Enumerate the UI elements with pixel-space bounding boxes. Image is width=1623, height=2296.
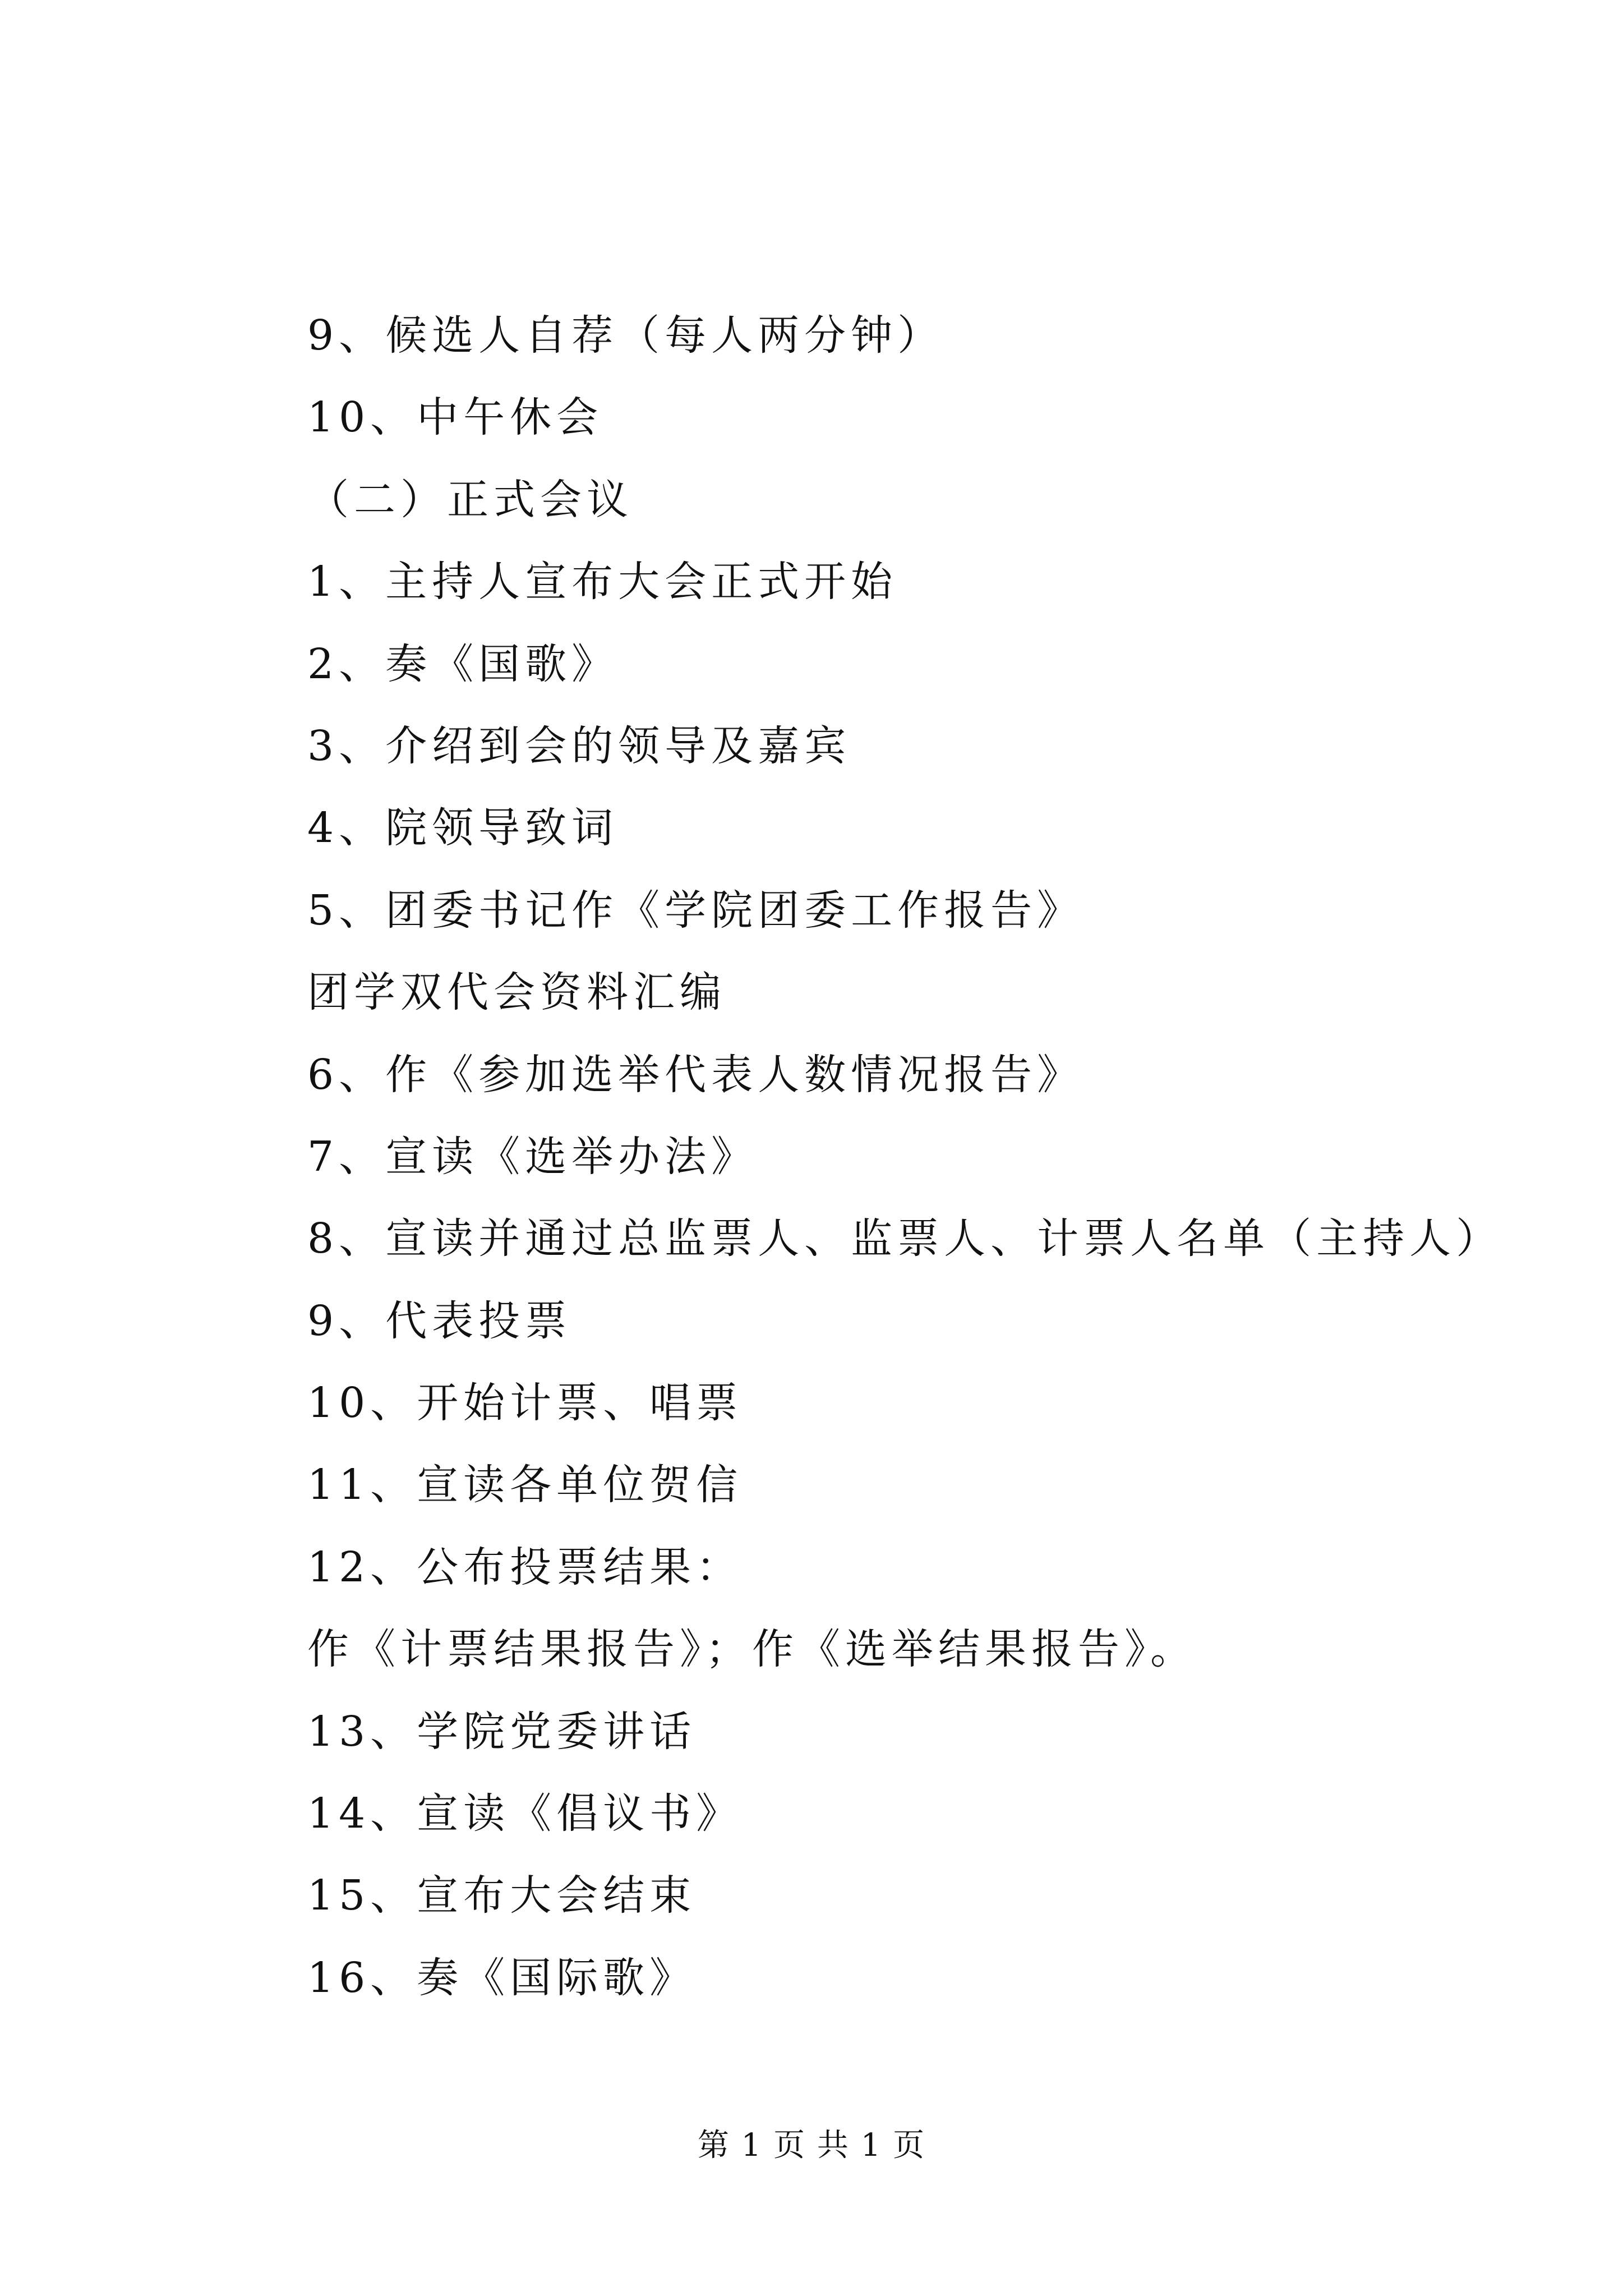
agenda-item: 1、主持人宣布大会正式开始: [307, 558, 898, 606]
agenda-item: 13、学院党委讲话: [307, 1707, 697, 1756]
agenda-item: 10、中午休会: [307, 393, 603, 442]
document-body: [307, 307, 1569, 2032]
agenda-item-detail: 作《计票结果报告》；作《选举结果报告》。: [307, 1625, 1197, 1674]
agenda-item: 15、宣布大会结束: [307, 1871, 697, 1920]
agenda-item: 4、院领导致词: [307, 804, 619, 853]
section-heading: （二）正式会议: [307, 475, 633, 524]
agenda-item: 3、介绍到会的领导及嘉宾: [307, 721, 851, 770]
page-number-footer: 第 1 页 共 1 页: [697, 2127, 926, 2164]
agenda-item: 9、代表投票: [307, 1296, 572, 1345]
agenda-item: 14、宣读《倡议书》: [307, 1789, 743, 1838]
agenda-item: 2、奏《国歌》: [307, 639, 619, 688]
agenda-item: 6、作《参加选举代表人数情况报告》: [307, 1050, 1084, 1099]
agenda-item: 12、公布投票结果：: [307, 1543, 743, 1591]
agenda-item: 5、团委书记作《学院团委工作报告》: [307, 886, 1084, 935]
agenda-item: 10、开始计票、唱票: [307, 1379, 743, 1428]
document-subtitle: 团学双代会资料汇编: [307, 968, 726, 1017]
agenda-item: 9、候选人自荐（每人两分钟）: [307, 311, 944, 360]
agenda-item: 7、宣读《选举办法》: [307, 1132, 758, 1181]
agenda-item: 11、宣读各单位贺信: [307, 1461, 743, 1510]
agenda-item: 8、宣读并通过总监票人、监票人、计票人名单（主持人）: [307, 1214, 1503, 1263]
agenda-item: 16、奏《国际歌》: [307, 1953, 697, 2002]
